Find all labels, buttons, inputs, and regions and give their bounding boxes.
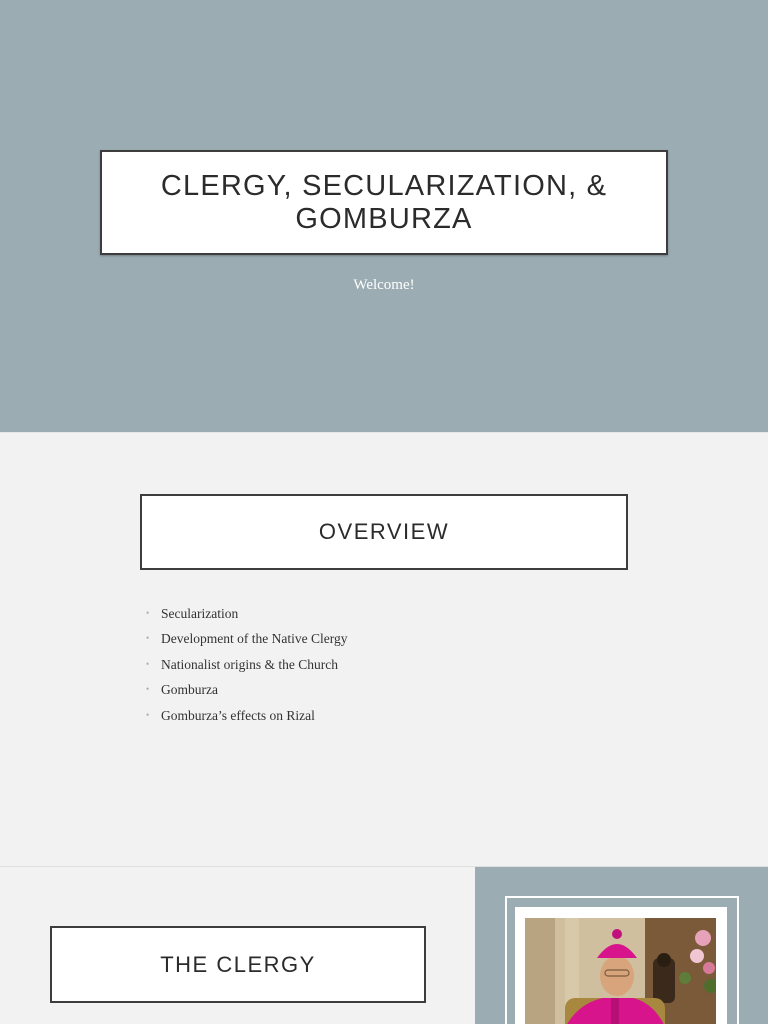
slide-subtitle: Welcome! (353, 277, 415, 293)
bullet-icon: • (146, 608, 150, 618)
list-item-text: Gomburza’s effects on Rizal (161, 707, 315, 723)
list-item (146, 626, 347, 651)
slide-title: THE CLERGY (160, 951, 316, 977)
bullet-icon: • (146, 633, 150, 644)
list-item-text: Development of the Native Clergy (161, 631, 348, 647)
title-box (140, 494, 628, 570)
slide-title: CLERGY, SECULARIZATION, & GOMBURZA (160, 169, 608, 235)
bullet-icon: • (146, 658, 150, 669)
bullet-list (146, 601, 347, 728)
list-item (146, 652, 347, 677)
overview-slide (0, 432, 768, 866)
title-slide (0, 0, 768, 432)
slide-title: OVERVIEW (318, 519, 450, 544)
list-item (146, 703, 347, 728)
photo-mat (515, 907, 727, 1024)
bullet-icon: • (146, 684, 150, 695)
bullet-icon: • (146, 709, 150, 720)
image-panel (475, 867, 768, 1024)
list-item-text: Secularization (161, 606, 239, 621)
bishop-portrait-illustration (525, 918, 716, 1024)
list-item (146, 677, 347, 702)
title-box (100, 150, 668, 255)
list-item-text: Gomburza (161, 682, 218, 698)
list-item-text: Nationalist origins & the Church (161, 656, 338, 672)
bishop-portrait-photo (525, 918, 716, 1024)
clergy-slide (0, 866, 768, 1024)
list-item (146, 601, 347, 626)
title-box (50, 926, 426, 1003)
